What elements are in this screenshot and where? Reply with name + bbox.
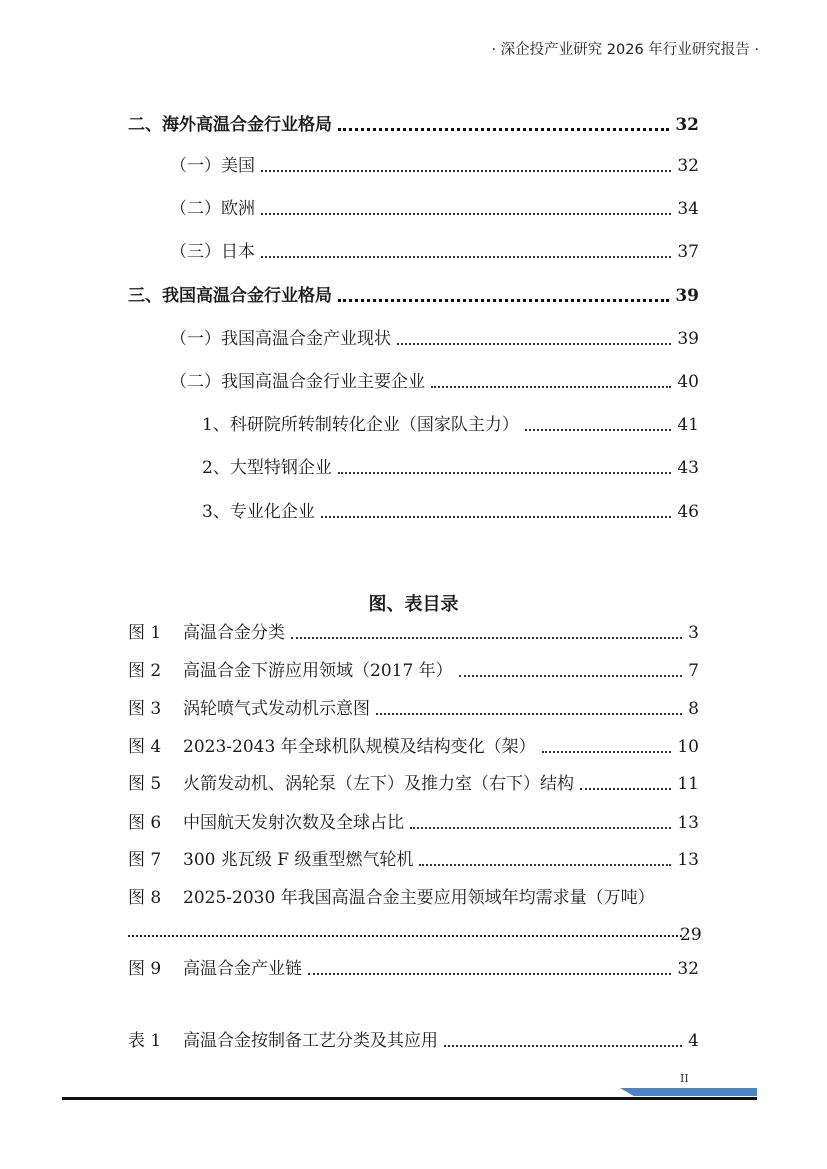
figure-title: 2023-2043 年全球机队规模及结构变化（架） bbox=[183, 737, 536, 757]
toc-entry-title: 二、海外高温合金行业格局 bbox=[128, 115, 332, 135]
toc-entry-title: （二）欧洲 bbox=[170, 199, 255, 219]
toc-entry-page: 34 bbox=[677, 199, 699, 219]
toc-entry-page: 39 bbox=[677, 329, 699, 349]
figure-page: 13 bbox=[677, 850, 699, 870]
toc-entry-title: （一）我国高温合金产业现状 bbox=[170, 329, 391, 349]
figure-label: 图 1 bbox=[128, 623, 162, 643]
toc-entry[interactable] bbox=[170, 371, 699, 393]
figure-title: 300 兆瓦级 F 级重型燃气轮机 bbox=[183, 850, 414, 870]
toc-entry[interactable] bbox=[170, 198, 699, 220]
footer-accent-bar bbox=[620, 1088, 757, 1096]
toc-entry[interactable] bbox=[170, 241, 699, 263]
figure-entry-continuation[interactable] bbox=[680, 924, 702, 946]
figure-page: 29 bbox=[680, 925, 702, 945]
figure-page: 8 bbox=[688, 699, 699, 719]
toc-entry-title: 2、大型特钢企业 bbox=[202, 458, 332, 478]
leader-dots bbox=[291, 637, 682, 639]
figure-page: 11 bbox=[677, 774, 699, 794]
toc-entry[interactable] bbox=[128, 114, 699, 136]
figure-title: 高温合金分类 bbox=[183, 623, 285, 643]
figure-label: 图 5 bbox=[128, 774, 162, 794]
toc-entry-title: 三、我国高温合金行业格局 bbox=[128, 286, 332, 306]
figure-page: 13 bbox=[677, 813, 699, 833]
leader-dots bbox=[308, 973, 671, 975]
figure-page: 32 bbox=[677, 959, 699, 979]
leader-dots bbox=[338, 472, 672, 474]
leader-dots bbox=[376, 713, 682, 715]
figure-entry[interactable] bbox=[128, 622, 699, 644]
figure-label: 图 4 bbox=[128, 737, 162, 757]
table-page: 4 bbox=[688, 1031, 699, 1051]
figure-entry[interactable] bbox=[128, 773, 699, 795]
running-header: · 深企投产业研究 2026 年行业研究报告 · bbox=[491, 42, 759, 58]
figures-section-title: 图、表目录 bbox=[368, 594, 459, 615]
figure-entry[interactable] bbox=[128, 698, 699, 720]
toc-entry-page: 37 bbox=[677, 242, 699, 262]
leader-dots bbox=[580, 788, 671, 790]
leader-dots bbox=[338, 299, 669, 302]
toc-entry[interactable] bbox=[170, 328, 699, 350]
figure-label: 图 3 bbox=[128, 699, 162, 719]
figure-entry[interactable] bbox=[128, 660, 699, 682]
footer-rule bbox=[62, 1097, 757, 1100]
toc-entry[interactable] bbox=[202, 457, 699, 479]
figure-title: 2025-2030 年我国高温合金主要应用领域年均需求量（万吨） bbox=[183, 888, 655, 908]
toc-entry-title: （一）美国 bbox=[170, 156, 255, 176]
leader-dots bbox=[410, 827, 671, 829]
toc-entry-title: 1、科研院所转制转化企业（国家队主力） bbox=[202, 415, 519, 435]
figure-label: 图 7 bbox=[128, 850, 162, 870]
figure-page: 10 bbox=[677, 737, 699, 757]
leader-dots bbox=[321, 516, 672, 518]
leader-dots bbox=[542, 751, 672, 753]
toc-entry[interactable] bbox=[170, 155, 699, 177]
figure-label: 图 2 bbox=[128, 661, 162, 681]
toc-entry-page: 43 bbox=[677, 458, 699, 478]
figure-page: 3 bbox=[688, 623, 699, 643]
toc-entry[interactable] bbox=[202, 414, 699, 436]
leader-dots bbox=[459, 675, 683, 677]
leader-dots bbox=[397, 343, 671, 345]
figure-title: 火箭发动机、涡轮泵（左下）及推力室（右下）结构 bbox=[183, 774, 574, 794]
toc-entry-page: 32 bbox=[677, 156, 699, 176]
leader-dots bbox=[128, 935, 682, 937]
figure-entry[interactable] bbox=[128, 958, 699, 980]
leader-dots bbox=[261, 213, 671, 215]
toc-entry-title: （三）日本 bbox=[170, 242, 255, 262]
table-title: 高温合金按制备工艺分类及其应用 bbox=[183, 1031, 438, 1051]
toc-entry-title: 3、专业化企业 bbox=[202, 502, 315, 522]
leader-dots bbox=[419, 864, 671, 866]
toc-entry[interactable] bbox=[202, 501, 699, 523]
leader-dots bbox=[444, 1045, 682, 1047]
table-entry[interactable] bbox=[128, 1030, 699, 1052]
table-label: 表 1 bbox=[128, 1031, 162, 1051]
toc-entry-page: 41 bbox=[677, 415, 699, 435]
figure-entry[interactable] bbox=[128, 887, 699, 909]
figure-label: 图 6 bbox=[128, 813, 162, 833]
figure-entry[interactable] bbox=[128, 812, 699, 834]
figure-label: 图 8 bbox=[128, 888, 162, 908]
page-number: II bbox=[680, 1072, 689, 1085]
figure-title: 高温合金产业链 bbox=[183, 959, 302, 979]
toc-entry-page: 40 bbox=[677, 372, 699, 392]
figure-title: 高温合金下游应用领域（2017 年） bbox=[183, 661, 453, 681]
leader-dots bbox=[261, 256, 671, 258]
toc-entry-page: 32 bbox=[675, 115, 699, 135]
figure-entry[interactable] bbox=[128, 736, 699, 758]
leader-dots bbox=[431, 386, 671, 388]
leader-dots bbox=[525, 429, 672, 431]
figure-label: 图 9 bbox=[128, 959, 162, 979]
toc-entry-page: 46 bbox=[677, 502, 699, 522]
figure-title: 中国航天发射次数及全球占比 bbox=[183, 813, 404, 833]
toc-entry[interactable] bbox=[128, 285, 699, 307]
figure-entry[interactable] bbox=[128, 849, 699, 871]
figure-page: 7 bbox=[688, 661, 699, 681]
toc-entry-title: （二）我国高温合金行业主要企业 bbox=[170, 372, 425, 392]
leader-dots bbox=[338, 128, 669, 131]
toc-entry-page: 39 bbox=[675, 286, 699, 306]
figure-title: 涡轮喷气式发动机示意图 bbox=[183, 699, 370, 719]
leader-dots bbox=[261, 170, 671, 172]
